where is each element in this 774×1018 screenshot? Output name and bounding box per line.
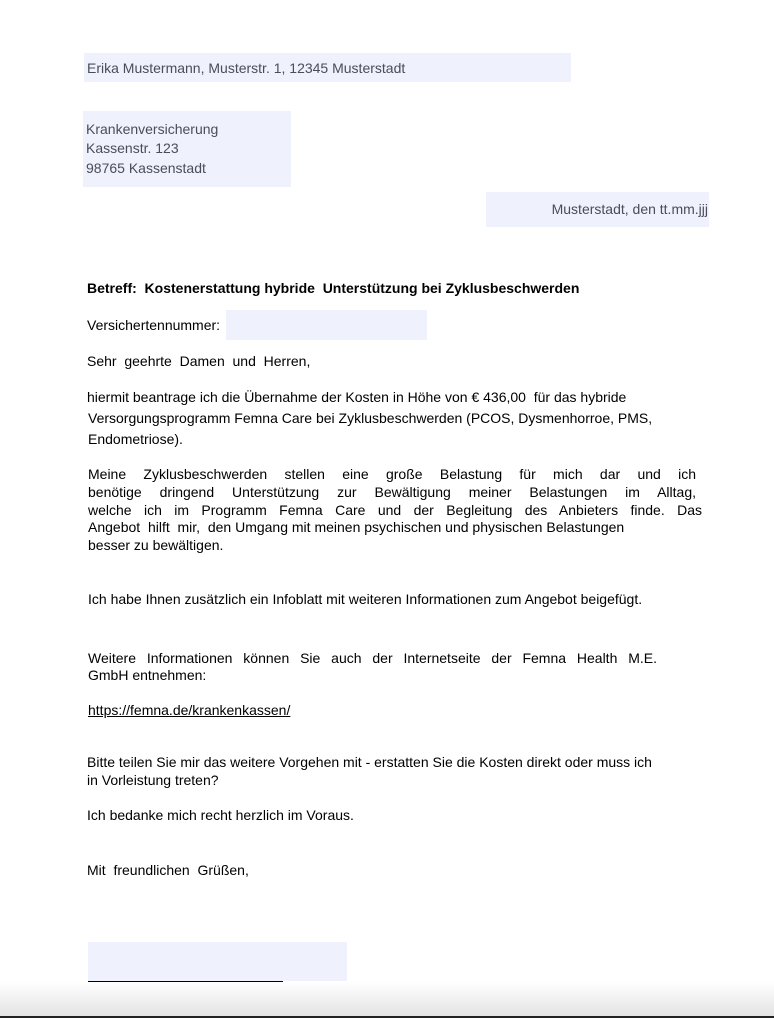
- sender-address: Erika Mustermann, Musterstr. 1, 12345 Musterstadt: [87, 60, 406, 76]
- insurance-number-label: Versichertennummer:: [87, 317, 221, 333]
- paragraph-2-line-4: Angebot hilft mir, den Umgang mit meinen psychischen und physischen Belastungen: [88, 519, 625, 535]
- paragraph-1-line-1: hiermit beantrage ich die Übernahme der Kosten in Höhe von € 436,00 für das hybride: [87, 389, 627, 405]
- paragraph-1-line-3: Endometriose).: [88, 431, 183, 447]
- paragraph-4-line-2: GmbH entnehmen:: [88, 667, 207, 683]
- insurance-number-field[interactable]: [226, 310, 427, 340]
- paragraph-5-line-1: Bitte teilen Sie mir das weitere Vorgehen mit - erstatten Sie die Kosten direkt oder muss ich: [87, 754, 652, 770]
- closing-line: Mit freundlichen Grüßen,: [87, 862, 249, 878]
- thanks-line: Ich bedanke mich recht herzlich im Voraus.: [87, 807, 354, 823]
- paragraph-4-line-1: Weitere Informationen können Sie auch der Internetseite der Femna Health M.E.: [88, 650, 657, 666]
- recipient-line-1: Krankenversicherung: [86, 121, 219, 137]
- page-bottom-fade: [0, 982, 774, 1016]
- signature-field[interactable]: [88, 942, 347, 981]
- salutation: Sehr geehrte Damen und Herren,: [87, 353, 311, 369]
- paragraph-3: Ich habe Ihnen zusätzlich ein Infoblatt mit weiteren Informationen zum Angebot beigefügt.: [88, 591, 643, 607]
- paragraph-5-line-2: in Vorleistung treten?: [87, 772, 219, 788]
- subject-line: Betreff: Kostenerstattung hybride Unterstützung bei Zyklusbeschwerden: [87, 280, 580, 296]
- paragraph-2-line-3: welche ich im Programm Femna Care und der Begleitung des Anbieters finde. Das: [88, 502, 702, 518]
- paragraph-1-line-2: Versorgungsprogramm Femna Care bei Zyklusbeschwerden (PCOS, Dysmenhorroe, PMS,: [88, 410, 653, 426]
- recipient-line-3: 98765 Kassenstadt: [86, 160, 206, 176]
- femna-link[interactable]: https://femna.de/krankenkassen/: [88, 702, 291, 718]
- date-text: Musterstadt, den tt.mm.jjj: [551, 201, 708, 217]
- paragraph-2-line-1: Meine Zyklusbeschwerden stellen eine große Belastung für mich dar und ich: [88, 466, 696, 482]
- recipient-line-2: Kassenstr. 123: [86, 140, 179, 156]
- paragraph-2-line-5: besser zu bewältigen.: [88, 537, 224, 553]
- paragraph-2-line-2: benötige dringend Unterstützung zur Bewältigung meiner Belastungen im Alltag,: [88, 484, 696, 500]
